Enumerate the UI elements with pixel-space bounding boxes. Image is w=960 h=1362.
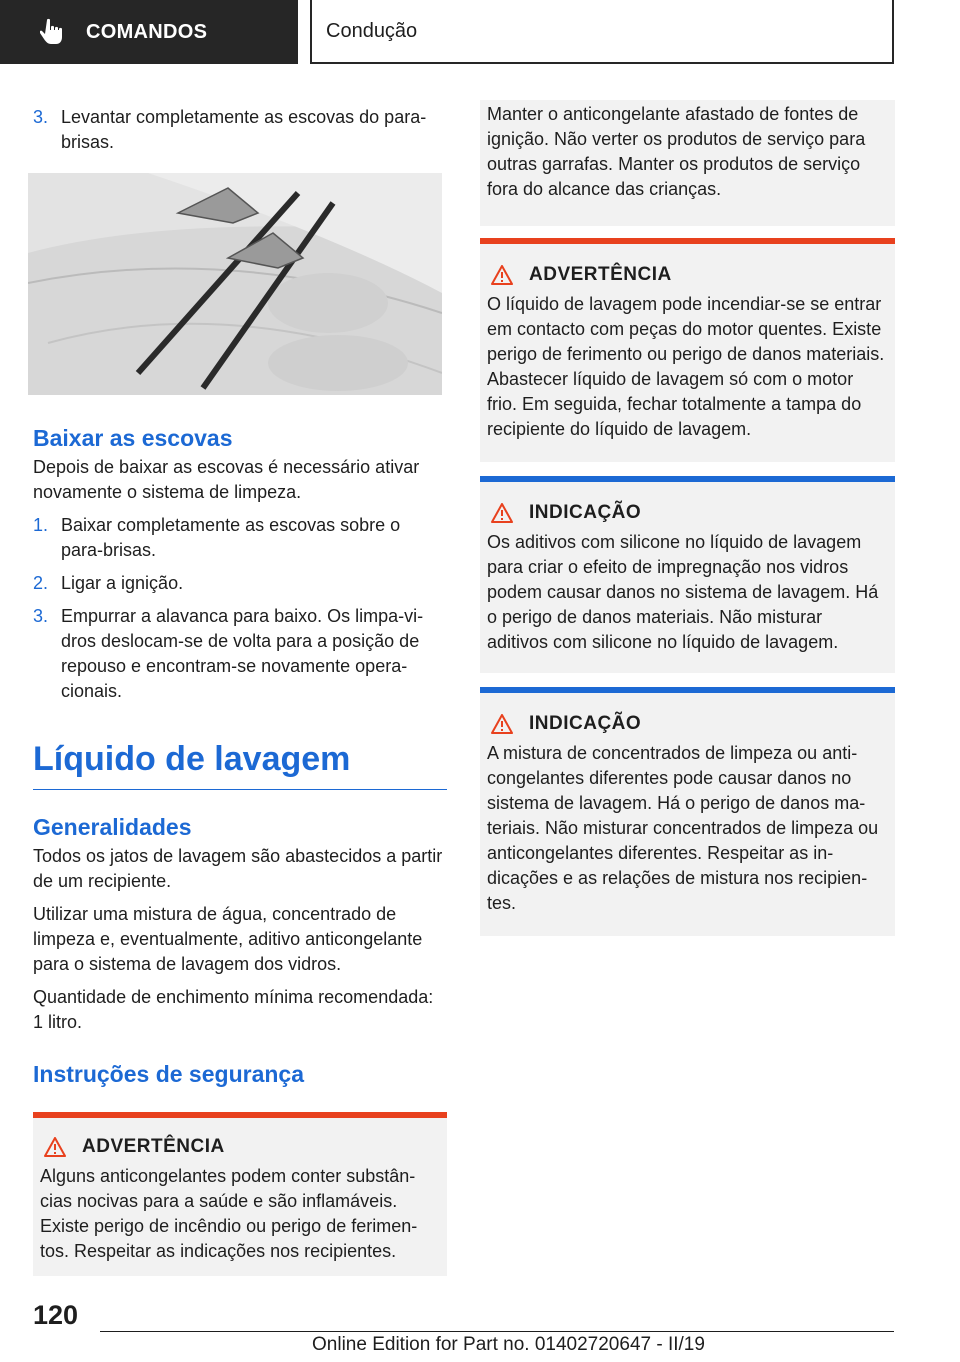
warning-title: ADVERTÊNCIA — [529, 264, 672, 285]
note-box — [480, 476, 895, 673]
subsection-title: Baixar as escovas — [33, 425, 233, 451]
step-number: 3. — [33, 107, 49, 127]
title-rule — [33, 789, 447, 790]
step-number: 3. — [33, 606, 49, 626]
warning-text: Manter o anticongelante afastado de fontes de ignição. Não verter os produtos de serviço para outras garrafas. Manter os produtos de serviço fora do alcance das crianças. — [487, 104, 866, 199]
warning-continuation-box — [480, 100, 895, 226]
warning-triangle-icon — [44, 1137, 66, 1157]
warning-box — [33, 1112, 447, 1276]
note-title: INDICAÇÃO — [529, 502, 642, 523]
note-text: A mistura de concentrados de limpeza ou anticongelantes diferentes pode causar danos no sistema de lavagem. Há o perigo de danos materiais. Não misturar concentrados de limpeza ou anticongelantes diferentes. Respeitar as indicações e as relações de mistura nos recipientes. — [487, 743, 879, 913]
chapter-tab — [0, 0, 298, 64]
subsection-title: Generalidades — [33, 814, 192, 840]
warning-text: Alguns anticongelantes podem conter substâncias nocivas para a saúde e são inflamáveis. Existe perigo de incêndio ou perigo de ferimentos. Respeitar as indicações nos recipientes. — [40, 1166, 418, 1261]
paragraph: Todos os jatos de lavagem são abastecidos a partir de um recipiente. — [33, 846, 443, 891]
paragraph: Quantidade de enchimento mínima recomendada: 1 litro. — [33, 987, 434, 1032]
step-number: 1. — [33, 515, 49, 535]
step-text: Baixar completamente as escovas sobre o para-brisas. — [61, 515, 401, 560]
warning-triangle-icon — [491, 714, 513, 734]
paragraph: Depois de baixar as escovas é necessário ativar novamente o sistema de limpeza. — [33, 457, 420, 502]
note-box — [480, 687, 895, 936]
step-text: Empurrar a alavanca para baixo. Os limpa-vidros deslocam-se de volta para a posição de repouso e encontram-se novamente operacionais. — [61, 606, 424, 701]
list-item — [33, 513, 447, 563]
step-text: Levantar completamente as escovas do para-brisas. — [61, 107, 427, 152]
page-number: 120 — [33, 1300, 79, 1330]
warning-triangle-icon — [491, 503, 513, 523]
warning-text: O líquido de lavagem pode incendiar-se se entrar em contacto com peças do motor quentes. Existe perigo de ferimento ou perigo de danos materiais. Abastecer líquido de lavagem só com o motor frio. Em seguida, fechar totalmente a tampa do recipiente do líquido de lavagem. — [487, 294, 885, 439]
note-text: Os aditivos com silicone no líquido de lavagem para criar o efeito de impregnação nos vidros podem causar danos no sistema de lavagem. Há o perigo de danos materiais. Não misturar aditivos com silicone no líquido de lavagem. — [487, 532, 879, 652]
warning-triangle-icon — [491, 265, 513, 285]
list-item — [33, 105, 447, 155]
step-text: Ligar a ignição. — [61, 573, 184, 593]
right-column — [480, 100, 895, 936]
section-label: Condução — [326, 19, 418, 42]
warning-box — [480, 238, 895, 462]
hand-pointer-icon — [40, 17, 66, 47]
left-column — [33, 100, 447, 1276]
step-number: 2. — [33, 573, 49, 593]
chapter-label: COMANDOS — [86, 20, 208, 43]
warning-title: ADVERTÊNCIA — [82, 1136, 225, 1157]
wiper-illustration — [28, 173, 442, 395]
note-title: INDICAÇÃO — [529, 713, 642, 734]
section-header — [310, 0, 894, 64]
list-item — [33, 604, 447, 704]
paragraph: Utilizar uma mistura de água, concentrado de limpeza e, eventualmente, aditivo anticongelante para o sistema de lavagem dos vidros. — [33, 904, 423, 974]
main-section-title: Líquido de lavagem — [33, 740, 351, 778]
footer-rule — [100, 1331, 894, 1332]
subsection-title: Instruções de segurança — [33, 1061, 304, 1087]
edition-text: Online Edition for Part no. 01402720647 - II/19 — [312, 1334, 705, 1355]
list-item — [33, 571, 447, 596]
